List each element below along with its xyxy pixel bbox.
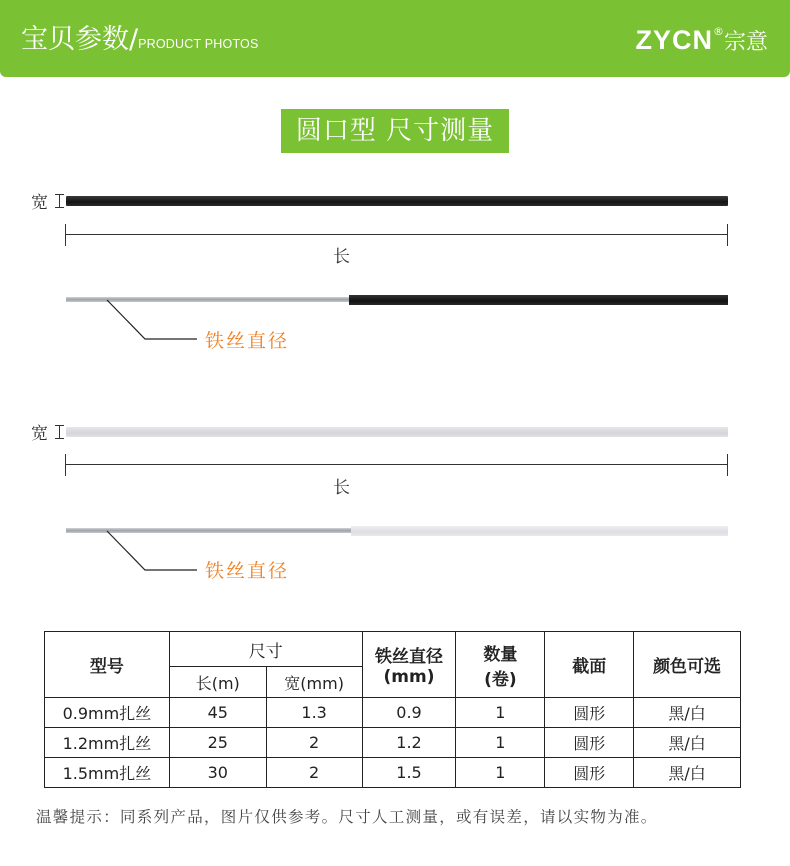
header-banner (0, 0, 790, 77)
header-length: 长(m) (169, 667, 266, 698)
cell-length: 25 (169, 728, 266, 758)
header-quantity-line2: (卷) (484, 669, 517, 690)
cell-color: 黑/白 (634, 758, 741, 788)
header-quantity (456, 632, 545, 698)
brand-name-cn: 宗意 (723, 30, 768, 55)
width-label: 宽 (31, 424, 48, 444)
cell-model: 1.5mm扎丝 (45, 758, 170, 788)
cell-length: 30 (169, 758, 266, 788)
cell-quantity: 1 (456, 698, 545, 728)
sheath-white (351, 526, 728, 536)
cell-length: 45 (169, 698, 266, 728)
width-tick-icon (55, 425, 64, 439)
cell-wire-diameter: 1.2 (362, 728, 456, 758)
header-color: 颜色可选 (634, 632, 741, 698)
section-title: 圆口型 尺寸测量 (281, 109, 509, 153)
header-wire-diameter (362, 632, 456, 698)
registered-mark-icon: ® (712, 25, 724, 38)
title-cn: 宝贝参数/ (21, 24, 139, 55)
width-label: 宽 (31, 193, 48, 213)
cell-width: 1.3 (266, 698, 362, 728)
disclaimer-note: 温馨提示：同系列产品，图片仅供参考。尺寸人工测量，或有误差，请以实物为准。 (36, 808, 658, 826)
cell-model: 0.9mm扎丝 (45, 698, 170, 728)
table-row (45, 728, 741, 758)
brand-name-en: ZYCN (635, 25, 713, 55)
header-quantity-line1: 数量 (483, 644, 518, 665)
length-tick-left-icon (65, 224, 66, 246)
length-label: 长 (333, 247, 350, 267)
wire-diameter-callout: 铁丝直径 (205, 560, 290, 582)
header-section: 截面 (545, 632, 634, 698)
length-tick-right-icon (727, 224, 728, 246)
cell-wire-diameter: 1.5 (362, 758, 456, 788)
header-size: 尺寸 (169, 632, 362, 667)
header-width: 宽(mm) (266, 667, 362, 698)
width-tick-icon (55, 194, 64, 208)
leader-line-icon (105, 530, 200, 575)
tie-strip-white (66, 427, 728, 437)
cell-model: 1.2mm扎丝 (45, 728, 170, 758)
cell-section: 圆形 (545, 728, 634, 758)
wire-diameter-callout: 铁丝直径 (205, 330, 290, 352)
tie-strip-black (66, 196, 728, 206)
brand-logo (635, 25, 768, 56)
cell-wire-diameter: 0.9 (362, 698, 456, 728)
length-measure-line (65, 234, 728, 235)
cell-color: 黑/白 (634, 698, 741, 728)
header-wire-diameter-line2: (mm) (383, 667, 435, 687)
cell-quantity: 1 (456, 728, 545, 758)
title-en: PRODUCT PHOTOS (138, 37, 259, 51)
cell-width: 2 (266, 758, 362, 788)
table-row (45, 758, 741, 788)
header-model: 型号 (45, 632, 170, 698)
length-label: 长 (333, 478, 350, 498)
header-wire-diameter-line1: 铁丝直径 (375, 647, 443, 667)
table-row (45, 698, 741, 728)
cell-quantity: 1 (456, 758, 545, 788)
leader-line-icon (105, 299, 200, 344)
length-tick-left-icon (65, 454, 66, 476)
spec-table (44, 631, 741, 788)
cell-section: 圆形 (545, 698, 634, 728)
cell-width: 2 (266, 728, 362, 758)
cell-color: 黑/白 (634, 728, 741, 758)
cell-section: 圆形 (545, 758, 634, 788)
page-title (21, 24, 259, 60)
length-measure-line (65, 464, 728, 465)
table-header-row (45, 632, 741, 667)
length-tick-right-icon (727, 454, 728, 476)
sheath-black (349, 295, 728, 305)
